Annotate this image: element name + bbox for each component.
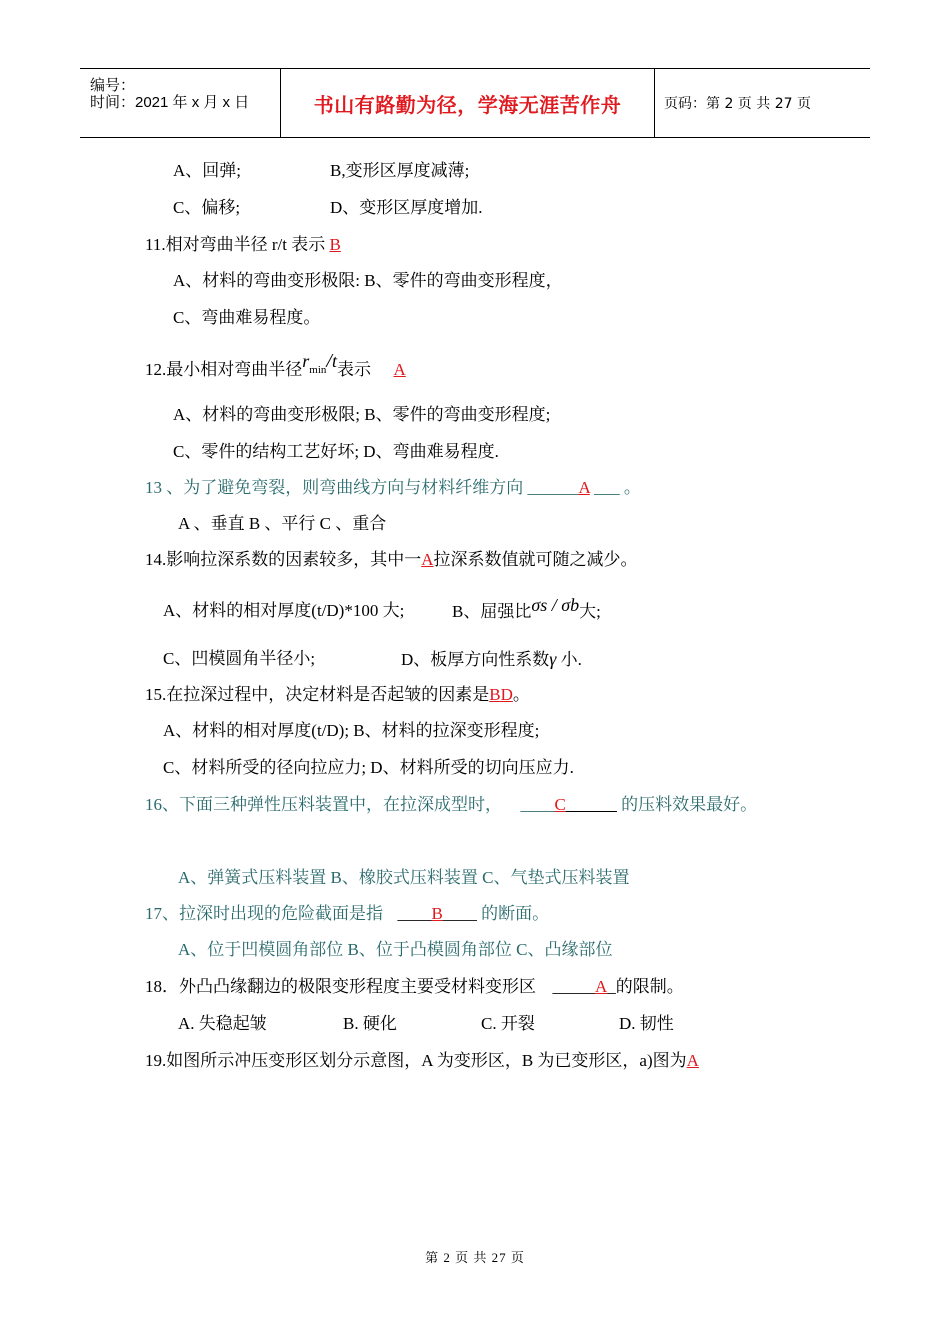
q11-text: 11.相对弯曲半径 r/t 表示 <box>145 235 326 254</box>
q19-answer: A <box>686 1051 699 1070</box>
q12-formula-r: r <box>302 351 310 371</box>
q14-option-b-prefix: B、屈强比 <box>452 602 532 621</box>
q14-option-d <box>401 648 582 671</box>
q11-question <box>145 234 345 256</box>
q12-answer: A <box>393 360 406 379</box>
q18-option-d: D. 韧性 <box>619 1014 674 1033</box>
q12-question <box>145 350 406 383</box>
number-label: 编号： <box>90 77 136 94</box>
q15-options-cd: C、材料所受的径向拉应力; D、材料所受的切向压应力. <box>163 758 574 777</box>
q13-end: 。 <box>619 478 641 497</box>
header-left <box>80 69 280 137</box>
q13-text: 13 、为了避免弯裂，则弯曲线方向与材料纤维方向 <box>145 478 524 497</box>
q14-option-c: C、凹模圆角半径小; <box>163 649 316 668</box>
q17-blank-after: ____ <box>442 904 477 923</box>
q10-option-b: B,变形区厚度减薄; <box>330 161 470 180</box>
q12-formula-sub: min <box>309 364 327 376</box>
q14-option-d-prefix: D、板厚方向性系数 <box>401 650 550 669</box>
q15-answer: BD <box>489 685 513 704</box>
q18-answer: A <box>595 977 608 996</box>
q17-options: A、位于凹模圆角部位 B、位于凸模圆角部位 C、凸缘部位 <box>178 940 613 959</box>
page-label: 页码：第 2 页 共 27 页 <box>664 96 811 112</box>
q18-option-b: B. 硬化 <box>343 1014 397 1033</box>
q14-option-a: A、材料的相对厚度(t/D)*100 大; <box>163 601 405 620</box>
q17-text: 17、拉深时出现的危险截面是指 <box>145 904 383 923</box>
q12-formula-t: t <box>331 351 337 371</box>
q14-option-b-formula: σs / σb <box>531 595 580 615</box>
q19-text: 19.如图所示冲压变形区划分示意图，A 为变形区，B 为已变形区，a)图为 <box>145 1051 687 1070</box>
q13-question <box>145 477 641 499</box>
q14-option-b-suffix: 大; <box>579 602 601 621</box>
q16-answer: C <box>554 795 566 814</box>
q13-blank-before: ______ <box>527 478 579 497</box>
q17-suffix: 的断面。 <box>476 904 550 923</box>
header-motto-cell <box>280 69 655 137</box>
q18-question <box>145 976 684 998</box>
q10-option-d: D、变形区厚度增加. <box>330 198 483 217</box>
page-header <box>80 68 870 138</box>
q14-option-b <box>452 595 601 623</box>
header-page-info <box>654 69 880 137</box>
q11-options-ab: A、材料的弯曲变形极限: B、零件的弯曲变形程度， <box>173 271 563 290</box>
q19-question <box>145 1050 699 1072</box>
q12-options-ab: A、材料的弯曲变形极限; B、零件的弯曲变形程度; <box>173 405 551 424</box>
q14-question <box>145 549 638 571</box>
date-label: 时间：2021 年 x 月 x 日 <box>90 94 250 111</box>
q10-option-c: C、偏移; <box>173 198 241 217</box>
q18-blank-after: _ <box>607 977 616 996</box>
q17-blank-before: ____ <box>397 904 432 923</box>
q12-prefix: 12.最小相对弯曲半径 <box>145 360 303 379</box>
q14-suffix: 拉深系数值就可随之减少。 <box>433 550 638 569</box>
q14-option-d-suffix: 小. <box>556 650 582 669</box>
q16-options: A、弹簧式压料装置 B、橡胶式压料装置 C、气垫式压料装置 <box>178 868 630 887</box>
q13-answer: A <box>578 478 590 497</box>
q17-answer: B <box>431 904 443 923</box>
q10-option-a: A、回弹; <box>173 161 241 180</box>
q11-option-c: C、弯曲难易程度。 <box>173 308 321 327</box>
page-footer: 第 2 页 共 27 页 <box>425 1250 525 1265</box>
q18-option-c: C. 开裂 <box>481 1014 535 1033</box>
q16-suffix: 的压料效果最好。 <box>616 795 758 814</box>
q15-end: 。 <box>512 685 530 704</box>
q16-text: 16、下面三种弹性压料装置中，在拉深成型时， <box>145 795 502 814</box>
q18-blank-before: _____ <box>552 977 595 996</box>
header-motto: 书山有路勤为径，学海无涯苦作舟 <box>313 92 622 117</box>
q15-options-ab: A、材料的相对厚度(t/D); B、材料的拉深变形程度; <box>163 721 540 740</box>
q14-option-d-symbol: γ <box>549 649 557 669</box>
q11-answer: B <box>329 235 341 254</box>
q16-blank-after: ______ <box>565 795 617 814</box>
q15-question <box>145 684 530 706</box>
q18-text: 18．外凸凸缘翻边的极限变形程度主要受材料变形区 <box>145 977 536 996</box>
q18-option-a: A. 失稳起皱 <box>178 1014 267 1033</box>
q12-suffix: 表示 <box>336 360 371 379</box>
q16-blank-before: ____ <box>520 795 555 814</box>
q15-text: 15.在拉深过程中，决定材料是否起皱的因素是 <box>145 685 490 704</box>
q18-suffix: 的限制。 <box>615 977 684 996</box>
q12-options-cd: C、零件的结构工艺好坏; D、弯曲难易程度. <box>173 442 499 461</box>
q14-prefix: 14.影响拉深系数的因素较多，其中一 <box>145 550 422 569</box>
q14-answer: A <box>421 550 434 569</box>
q16-question <box>145 794 757 816</box>
q12-formula-slash: / <box>326 350 332 372</box>
q13-options: A 、垂直 B 、平行 C 、重合 <box>178 514 387 533</box>
q17-question <box>145 903 549 925</box>
q13-blank-after: ___ <box>594 478 620 497</box>
